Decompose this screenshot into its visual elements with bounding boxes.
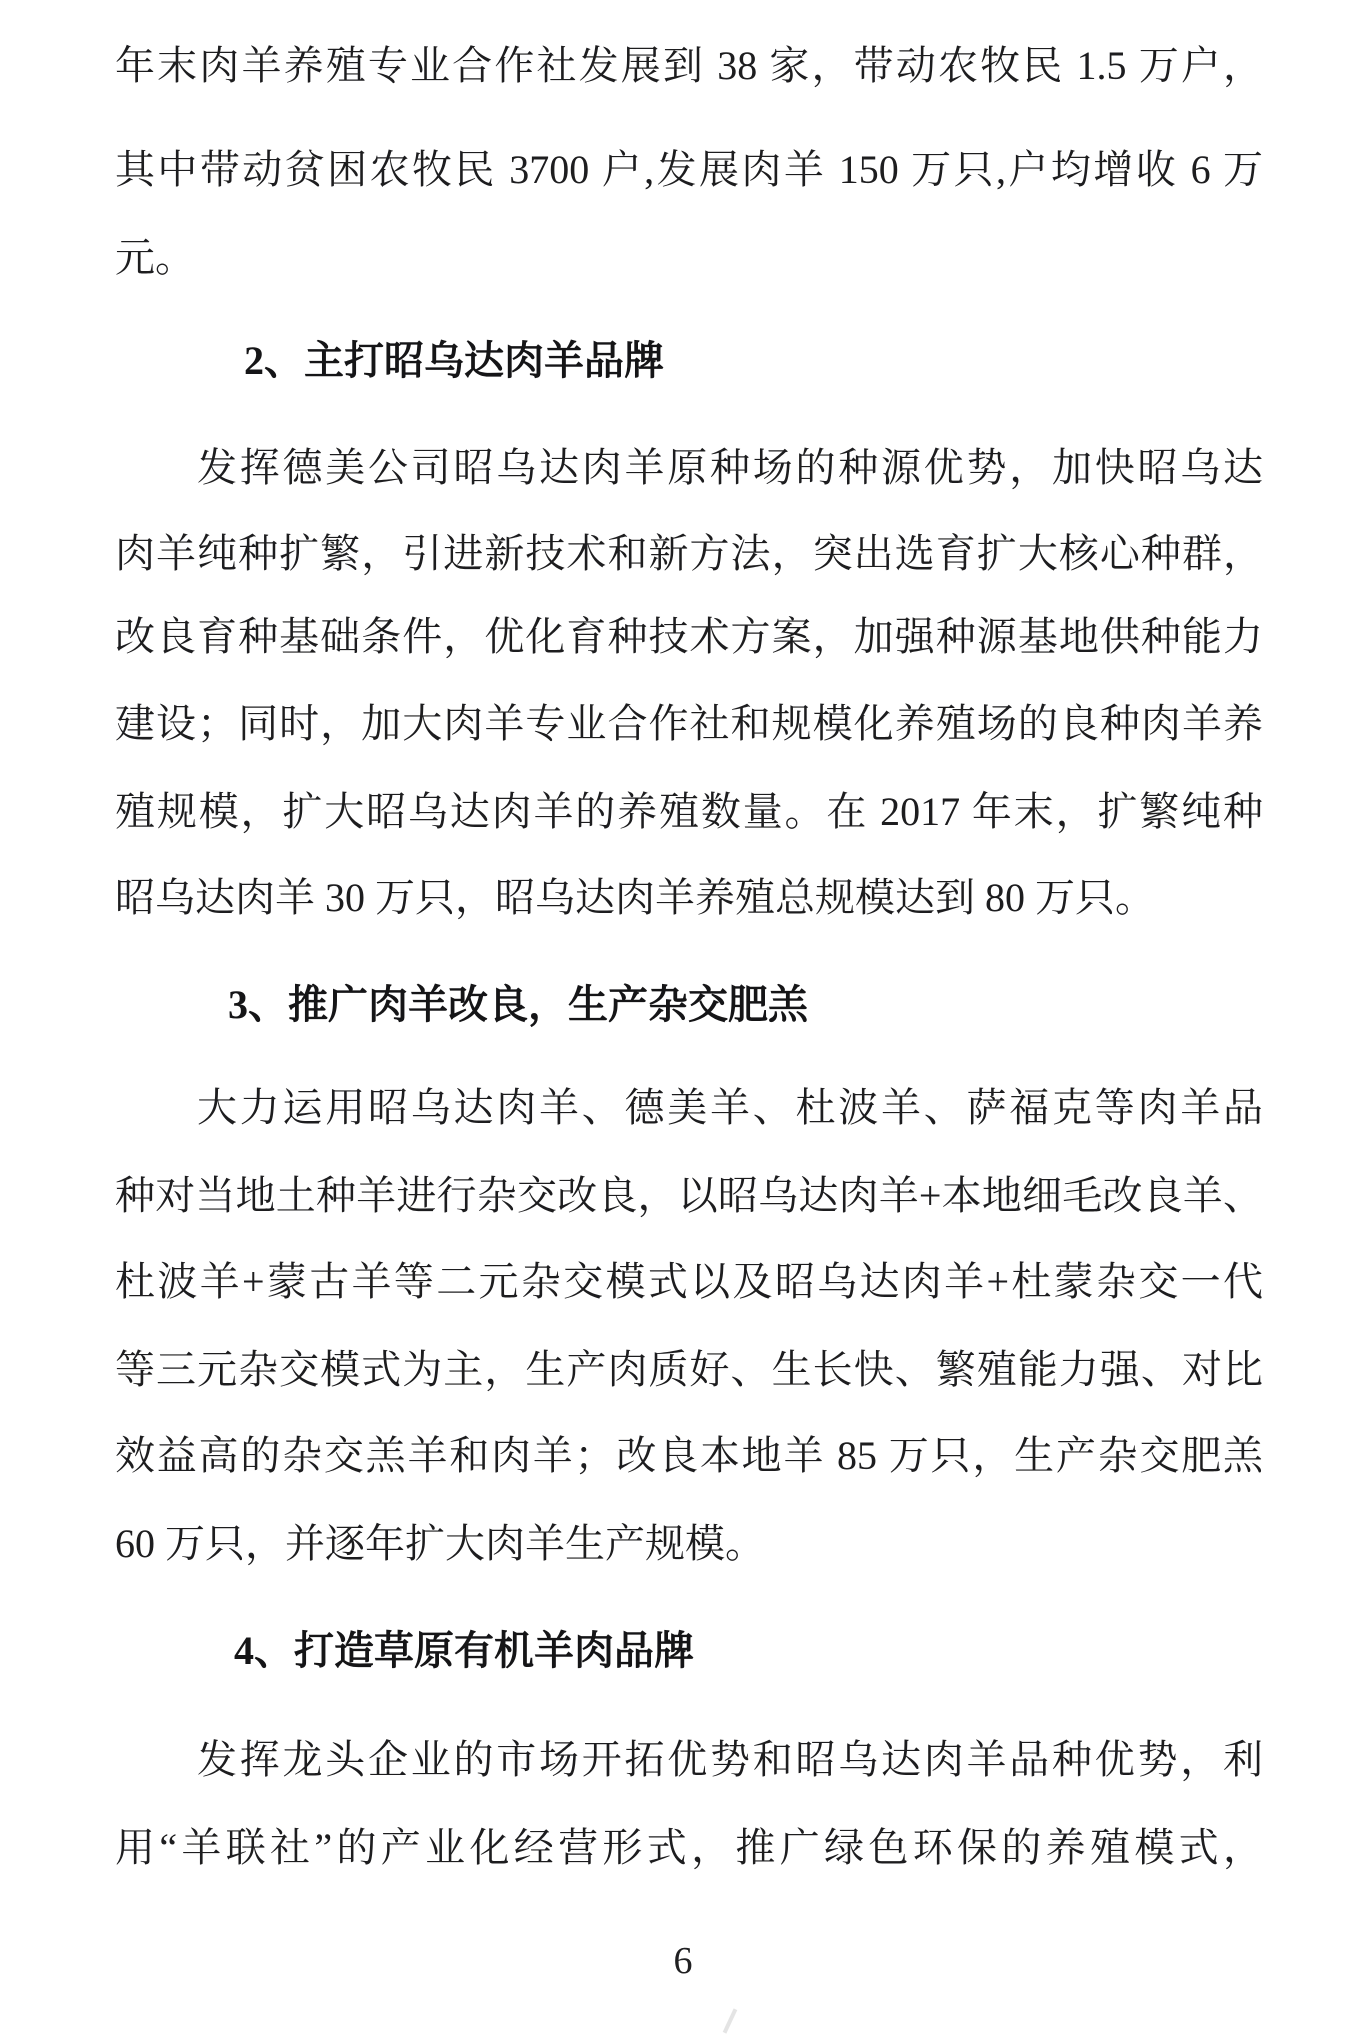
paragraph-line: 肉羊纯种扩繁，引进新技术和新方法，突出选育扩大核心种群， — [115, 531, 1263, 576]
paragraph-line: 种对当地土种羊进行杂交改良，以昭乌达肉羊+本地细毛改良羊、 — [115, 1173, 1263, 1218]
paragraph-line: 昭乌达肉羊 30 万只，昭乌达肉羊养殖总规模达到 80 万只。 — [115, 875, 1155, 920]
paragraph-line: 其中带动贫困农牧民 3700 户,发展肉羊 150 万只,户均增收 6 万 — [115, 147, 1263, 192]
paragraph-line: 大力运用昭乌达肉羊、德美羊、杜波羊、萨福克等肉羊品 — [197, 1085, 1263, 1130]
paragraph-line: 等三元杂交模式为主，生产肉质好、生长快、繁殖能力强、对比 — [115, 1347, 1263, 1392]
section-heading-4: 4、打造草原有机羊肉品牌 — [234, 1628, 694, 1673]
paragraph-line: 年末肉羊养殖专业合作社发展到 38 家，带动农牧民 1.5 万户， — [115, 43, 1263, 88]
page-number: 6 — [673, 1940, 693, 1982]
paragraph-line: 元。 — [115, 235, 195, 280]
paragraph-line: 殖规模，扩大昭乌达肉羊的养殖数量。在 2017 年末，扩繁纯种 — [115, 789, 1263, 834]
paragraph-line: 用“羊联社”的产业化经营形式，推广绿色环保的养殖模式， — [115, 1825, 1263, 1870]
section-heading-2: 2、主打昭乌达肉羊品牌 — [244, 338, 664, 383]
paragraph-line: 改良育种基础条件，优化育种技术方案，加强种源基地供种能力 — [115, 614, 1263, 659]
paragraph-line: 杜波羊+蒙古羊等二元杂交模式以及昭乌达肉羊+杜蒙杂交一代 — [115, 1259, 1263, 1304]
paragraph-line: 60 万只，并逐年扩大肉羊生产规模。 — [115, 1521, 765, 1566]
section-heading-3: 3、推广肉羊改良，生产杂交肥羔 — [228, 982, 808, 1027]
paragraph-line: 发挥龙头企业的市场开拓优势和昭乌达肉羊品种优势，利 — [197, 1737, 1263, 1782]
paragraph-line: 发挥德美公司昭乌达肉羊原种场的种源优势，加快昭乌达 — [197, 445, 1263, 490]
paragraph-line: 效益高的杂交羔羊和肉羊；改良本地羊 85 万只，生产杂交肥羔 — [115, 1433, 1263, 1478]
scan-smudge-mark — [723, 2008, 738, 2033]
paragraph-line: 建设；同时，加大肉羊专业合作社和规模化养殖场的良种肉羊养 — [115, 701, 1263, 746]
